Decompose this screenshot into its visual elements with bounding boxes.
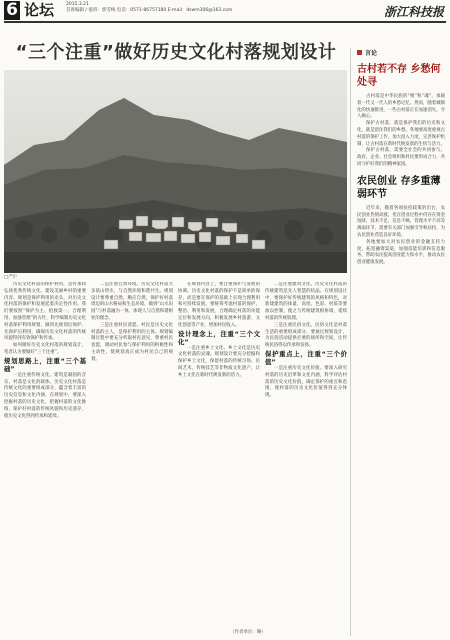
article-column-2 — [91, 282, 173, 634]
sidebar-headline-2: 农民创业 存多重薄弱环节 — [357, 175, 441, 200]
paragraph: 三是注重民俗文化。民俗文化是村落生活的重要组成部分。要通过规划设计，为民俗活动提供必要的场所和空间，让传统民俗得以传承和发扬。 — [265, 322, 347, 349]
issue-date: 2015.3.21 — [66, 2, 89, 7]
paragraph: 在规划内容上，要注重保护与发展的协调。历史文化村落的保护不是简单的保存，而是要在保护的基础上实现合理利用和可持续发展。要统筹考虑村落的保护、整治、利用和发展，合理确定村落的功能定位和发展方向，积极发展乡村旅游、文化创意等产业，增加村民收入。 — [178, 282, 260, 328]
article-column-1 — [4, 282, 86, 634]
paragraph: 如何做好历史文化村落的规划设计，笔者认为要做好“三个注重”。 — [4, 343, 86, 355]
headline: “三个注重”做好历史文化村落规划设计 — [15, 42, 337, 63]
village-landscape-image — [4, 70, 347, 273]
sidebar — [357, 48, 445, 267]
paragraph: 保护古村落，需要全社会的共同参与。政府、企业、社会组织和村民要形成合力，共同守护好我们的精神家园。 — [357, 148, 445, 167]
photo-caption: □严沪 — [4, 275, 18, 280]
sidebar-body — [357, 94, 445, 169]
paragraph: 二是注重建筑文化。历史文化村落的传统建筑是先人智慧的结晶。在规划设计中，要保护好传统建筑的风格和特色，对新建建筑的体量、高度、色彩、材质等要加以控制，使之与传统建筑相协调，延续村落的传统肌理。 — [265, 282, 347, 321]
paragraph: 保护古村落，就是保护我们的历史和文化，就是留住我们的乡愁。各地要高度重视古村落的保护工作，加大投入力度，完善保护机制，让古村落在新时代焕发新的生机与活力。 — [357, 121, 445, 147]
paragraph: 一是注重传统文化。建筑是凝固的音乐，村落是文化的载体。历史文化村落是传统文化的重要组成部分，蕴含着丰富的历史信息和文化内涵。在规划中，要深入挖掘村落的历史文化，把握村落的文化脉络，保护好村落的传统风貌和历史遗存，使历史文化得到传承和延续。 — [4, 372, 86, 419]
author-note: （作者单位：略） — [230, 630, 266, 635]
sidebar-tag-label: 言论 — [365, 50, 378, 57]
subheading: 设计理念上，注重“三个文化” — [178, 329, 260, 346]
masthead — [0, 0, 450, 22]
masthead-meta — [66, 2, 232, 14]
column-divider — [350, 48, 351, 636]
sidebar-headline: 古村若不存 乡愁何处寻 — [357, 64, 441, 88]
article-column-3 — [178, 282, 260, 634]
paragraph: 近年来，随着各项扶持政策的出台，农民创业热情高涨，但在创业过程中仍存在资金短缺、技术不足、信息不畅、管理水平不高等薄弱环节，需要有关部门加强引导和扶持，为农民创业营造良好环境。 — [357, 205, 445, 238]
page-number: 6 — [4, 1, 20, 20]
sidebar-body-2 — [357, 206, 445, 267]
sidebar-tag — [357, 48, 445, 57]
masthead-rule — [4, 21, 446, 23]
paragraph: 一是注重历史文化价值。要深入研究村落的历史沿革和文化内涵，科学评估村落的历史文化价值，确定保护的重点和范围，使村落的历史文化价值得到充分体现。 — [265, 365, 347, 399]
paragraph: 二是注重自然环境。历史文化村落大多依山傍水，与自然环境和谐共生。规划设计要尊重自然、顺应自然，保护好村落周边的山水格局和生态环境，做到“山水田园”与村落融为一体，体现人与自然和谐相处的理念。 — [91, 282, 173, 321]
paragraph: 古村落是中华民族的“根”和“魂”，承载着一代又一代人的乡愁记忆。然而，随着城镇化的快速推进，一些古村落正在加速消失，令人痛心。 — [357, 94, 445, 120]
paper-name: 浙江科技报 — [383, 5, 444, 19]
paragraph: 一是注重乡土文化。乡土文化是历史文化村落的灵魂。规划设计要充分挖掘和保护乡土文化，保留村落的传统习俗、民间艺术、传统技艺等非物质文化遗产，让乡土文化在新时代焕发新的活力。 — [178, 345, 260, 378]
paragraph: 历史文化村落的保护利用，是传承和弘扬优秀传统文化、建设美丽乡村的重要内容。规划是保护利用的龙头，对历史文化村落的保护和发展起着决定性作用。我们要按照“保护为主、抢救第一、合理利用、加强管理”的方针，科学编制历史文化村落保护利用规划，做到先规划后保护、先保护后利用，确保历史文化村落的传统风貌得到有效保护和传承。 — [4, 282, 86, 342]
subheading: 规划思路上，注重“三个基础” — [4, 356, 86, 373]
paragraph: 三是注重村民意愿。村民是历史文化村落的主人，是保护利用的主体。规划编制过程中要充分听取村民意见，尊重村民意愿，调动村民参与保护利用的积极性和主动性，使规划真正成为村民自己的规划。 — [91, 322, 173, 362]
editor-contact: 首席编辑 / 值班：郭雪梅 电话：0571-86757180 E-mail：dswm306@163.com — [66, 8, 233, 13]
section-title: 论坛 — [24, 1, 55, 19]
paragraph: 各地要加大对农民创业的金融支持力度，拓宽融资渠道，加强技能培训和信息服务，帮助农民提高创业能力和水平，推动农民创业健康发展。 — [357, 239, 445, 266]
subheading: 保护重点上，注重“三个价值” — [265, 349, 347, 366]
article-body — [4, 282, 347, 634]
article-column-4 — [265, 282, 347, 634]
square-bullet-icon — [357, 50, 362, 55]
village-photo — [4, 70, 347, 273]
